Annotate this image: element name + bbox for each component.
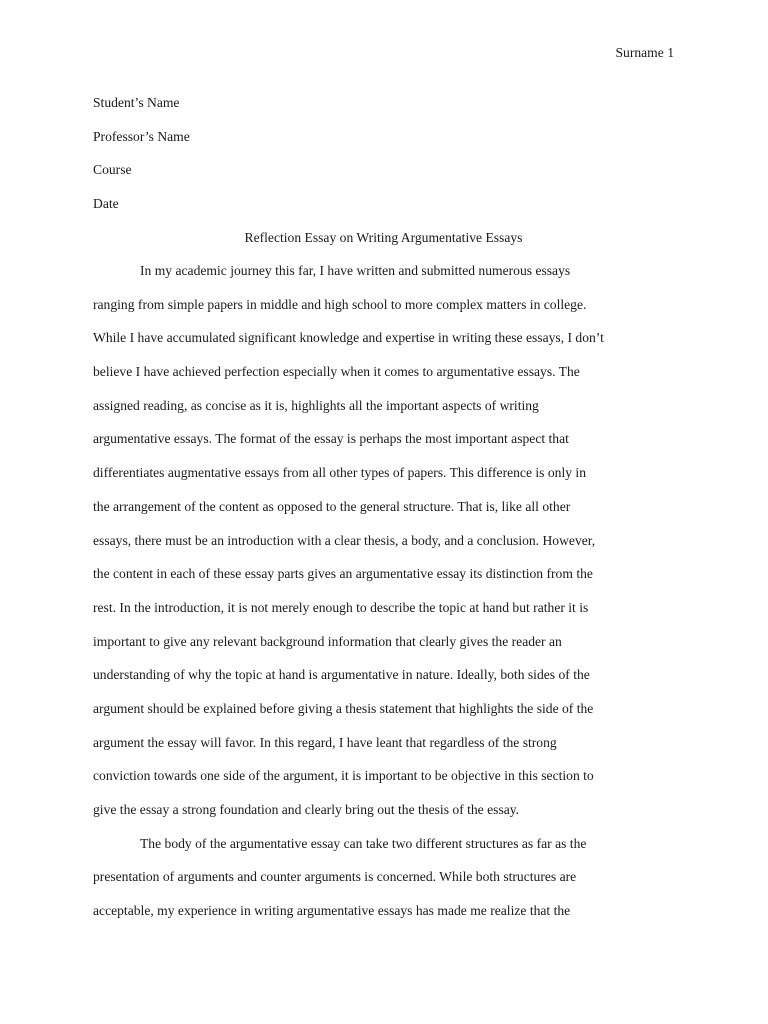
paragraph-2-line: The body of the argumentative essay can take two different structures as far as the xyxy=(140,835,587,851)
paragraph-1-line: essays, there must be an introduction with a clear thesis, a body, and a conclusion. However, xyxy=(93,532,596,548)
paragraph-2-line: presentation of arguments and counter arguments is concerned. While both structures are xyxy=(93,869,577,885)
paragraph-1-line: argument the essay will favor. In this regard, I have leant that regardless of the strong xyxy=(93,734,557,750)
essay-header-block xyxy=(93,94,190,229)
paragraph-1-line: In my academic journey this far, I have written and submitted numerous essays xyxy=(140,263,571,278)
paragraph-1-line: believe I have achieved perfection especially when it comes to argumentative essays. The xyxy=(93,364,580,380)
essay-body xyxy=(93,262,604,936)
paragraph-1-line: conviction towards one side of the argument, it is important to be objective in this section to xyxy=(93,768,594,784)
paragraph-1-line: argument should be explained before giving a thesis statement that highlights the side of the xyxy=(93,700,594,716)
paragraph-2-line: acceptable, my experience in writing argumentative essays has made me realize that the xyxy=(93,903,571,919)
professor-name: Professor’s Name xyxy=(93,128,190,144)
paragraph-1-line: argumentative essays. The format of the essay is perhaps the most important aspect that xyxy=(93,431,569,447)
paragraph-1-line: rest. In the introduction, it is not merely enough to describe the topic at hand but rather it is xyxy=(93,599,589,615)
paragraph-1-line: assigned reading, as concise as it is, highlights all the important aspects of writing xyxy=(93,397,539,413)
paragraph-1-line: the arrangement of the content as opposed to the general structure. That is, like all other xyxy=(93,498,571,514)
course-name: Course xyxy=(93,162,132,178)
running-head: Surname 1 xyxy=(615,45,674,60)
essay-title: Reflection Essay on Writing Argumentative Essays xyxy=(244,230,523,245)
paragraph-1-line: differentiates augmentative essays from all other types of papers. This difference is only in xyxy=(93,465,587,481)
paragraph-1-line: important to give any relevant background information that clearly gives the reader an xyxy=(93,633,562,649)
paragraph-1-line: While I have accumulated significant knowledge and expertise in writing these essays, I don’t xyxy=(93,330,604,346)
paragraph-1-line: understanding of why the topic at hand is argumentative in nature. Ideally, both sides of the xyxy=(93,667,590,683)
student-name: Student’s Name xyxy=(93,95,180,110)
paragraph-1-line: give the essay a strong foundation and clearly bring out the thesis of the essay. xyxy=(93,802,520,817)
paragraph-1-line: the content in each of these essay parts gives an argumentative essay its distinction from the xyxy=(93,566,593,582)
date-line: Date xyxy=(93,196,119,212)
paragraph-1-line: ranging from simple papers in middle and high school to more complex matters in college. xyxy=(93,296,587,312)
